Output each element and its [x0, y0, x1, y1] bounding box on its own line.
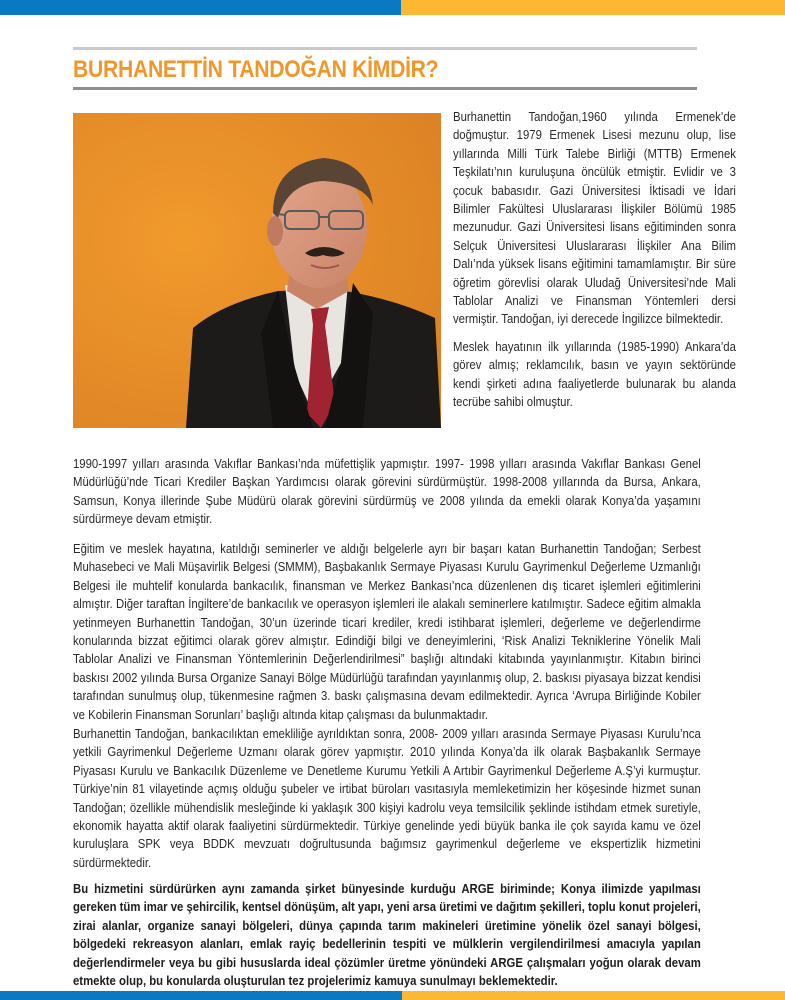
portrait-illustration [73, 113, 441, 428]
title-bottom-rule [73, 87, 697, 90]
portrait-photo [73, 113, 441, 428]
bio-paragraph-early-career: Meslek hayatının ilk yıllarında (1985-1990) Ankara’da görev almış; reklamcılık, basın ve yayın sektöründe kendi şirketi adına faaliyetlerde bulunarak bu alanda tecrübe sahibi olmuştur. [453, 338, 736, 410]
bio-paragraph-banking: 1990-1997 yılları arasında Vakıflar Bankası’nda müfettişlik yapmıştır. 1997- 1998 yılları arasında Vakıflar Bankası Genel Müdürlüğü’nde Ticari Krediler Başkan Yardımcısı olarak görevini sürdürmüştür. 1998-2008 yıllarında da Bursa, Ankara, Samsun, Konya illerinde Şube Müdürü olarak görevini sürdürmüş ve 2008 yılında da emekli olarak Konya’da yaşamını sürdürmeye devam etmiştir. [73, 456, 701, 527]
appraisal-career-section [73, 725, 785, 872]
bottom-bar-orange-segment [402, 991, 785, 1000]
page-title: BURHANETTİN TANDOĞAN KİMDİR? [73, 56, 439, 83]
bottom-color-bar [0, 991, 785, 1000]
top-bar-blue-segment [0, 0, 401, 15]
bottom-bar-blue-segment [0, 991, 402, 1000]
education-section [73, 540, 785, 724]
rnd-section [73, 880, 785, 990]
bio-paragraph-rnd: Bu hizmetini sürdürürken aynı zamanda şirket bünyesinde kurduğu ARGE biriminde; Konya ilimizde yapılması gereken tüm imar ve şehircilik, kentsel dönüşüm, alt yapı, yeni arsa üretimi ve dağıtım şekilleri, toplu konut projeleri, zirai alanlar, organize sanayi bölgeleri, dünya çapında tarım makineleri üretimine yönelik özel sanayi bölgesi, bölgedeki rekreasyon alanları, emlak rayiç bedellerinin tespiti ve mülklerin vergilendirilmesi amacıyla yapılan değerlendirmeler veya bu gibi hususlarda ideal çözümler üretme yönündeki ARGE çalışmaları yoğun olarak devam etmekte olup, bu konularda oluşturulan tez projelerimiz kamuya sunulmayı beklemektedir. [73, 881, 701, 989]
banking-career-section [73, 455, 785, 529]
bio-paragraph-early-life: Burhanettin Tandoğan,1960 yılında Ermenek’de doğmuştur. 1979 Ermenek Lisesi mezunu olup, lise yıllarında Milli Türk Talebe Birliği (MTTB) Ermenek Teşkilatı’nın kuruluşuna öncülük etmiştir. Evlidir ve 3 çocuk babasıdır. Gazi Üniversitesi İktisadi ve İdari Bilimler Fakültesi Uluslararası İlişkiler Bölümü 1985 mezunudur. Gazi Üniversitesi lisans eğitiminden sonra Selçuk Üniversitesi Uluslararası İlişkiler Ana Bilim Dalı’nda yüksek lisans eğitimini tamamlamıştır. Bir süre öğretim görevlisi olarak Uludağ Üniversitesi’nde Mali Tablolar Analizi ve Finansman Yöntemleri dersi vermiştir. Tandoğan, iyi derecede İngilizce bilmektedir. [453, 109, 736, 327]
top-bar-orange-segment [401, 0, 785, 15]
top-color-bar [0, 0, 785, 15]
bio-paragraph-appraisal: Burhanettin Tandoğan, bankacılıktan emekliliğe ayrıldıktan sonra, 2008- 2009 yılları arasında Sermaye Piyasası Kurulu’nca yetkili Gayrimenkul Değerleme Uzmanı olarak görev yapmıştır. 2010 yılında Konya’da ilk olarak Başbakanlık Sermaye Piyasası Kurulu ve Bankacılık Düzenleme ve Denetleme Kurumu Yetkili A Artıbir Gayrimenkul Değerleme A.Ş’yi kurmuştur. Türkiye’nin 81 vilayetinde açmış olduğu şubeler ve irtibat büroları vasıtasıyla memleketimizin her köşesinde hizmet sunan Tandoğan; özellikle mühendislik mesleğinde ki yaklaşık 300 kişiyi kadrolu veya temsilcilik şeklinde istihdam etmek suretiyle, ekonomik hayatta aktif olarak faaliyetini sürdürmektedir. Türkiye genelinde yedi büyük banka ile çok sayıda kamu ve özel kuruluşlara SPK veya BDDK mevzuatı doğrultusunda bağımsız gayrimenkul değerleme ve ekspertizlik hizmetini sürdürmektedir. [73, 726, 701, 870]
intro-column [453, 108, 736, 412]
title-top-rule [73, 47, 697, 50]
bio-paragraph-education: Eğitim ve meslek hayatına, katıldığı seminerler ve aldığı belgelerle ayrı bir başarı katan Burhanettin Tandoğan; Serbest Muhasebeci ve Mali Müşavirlik Belgesi (SMMM), Başbakanlık Sermaye Piyasası Kurulu Gayrimenkul Değerleme Uzmanlığı Belgesi ile muhtelif konularda bankacılık, finansman ve Merkez Bankası’nca düzenlenen dış ticaret işlemleri eğitimlerini almıştır. Diğer taraftan İngiltere’de bankacılık ve operasyon işlemleri ile alakalı seminerlere katılmıştır. Sadece eğitim almakla yetinmeyen Burhanettin Tandoğan, 30’un üzerinde ticari krediler, kredi istihbarat işlemleri, değerleme ve değerlendirme konularında bizzat eğitimci olarak görev almıştır. Edindiği bilgi ve deneyimlerini, ‘Risk Analizi Tekniklerine Yönelik Mali Tablolar Analizi ve Finansman Yöntemlerinin Değerlendirilmesi” başlığı altındaki kitabında yayınlanmıştır. Kitabın birinci baskısı 2002 yılında Bursa Organize Sanayi Bölge Müdürlüğü tarafından yayınlanmış olup, 2. baskısı piyasaya bizzat kendisi tarafından sunulmuş olup, tükenmesine rağmen 3. baskı çalışmasına devam edilmektedir. Ayrıca ‘Avrupa Birliğinde Kobiler ve Kobilerin Finansman Sorunları’ başlığı altında kitap çalışması da bulunmaktadır. [73, 541, 701, 722]
